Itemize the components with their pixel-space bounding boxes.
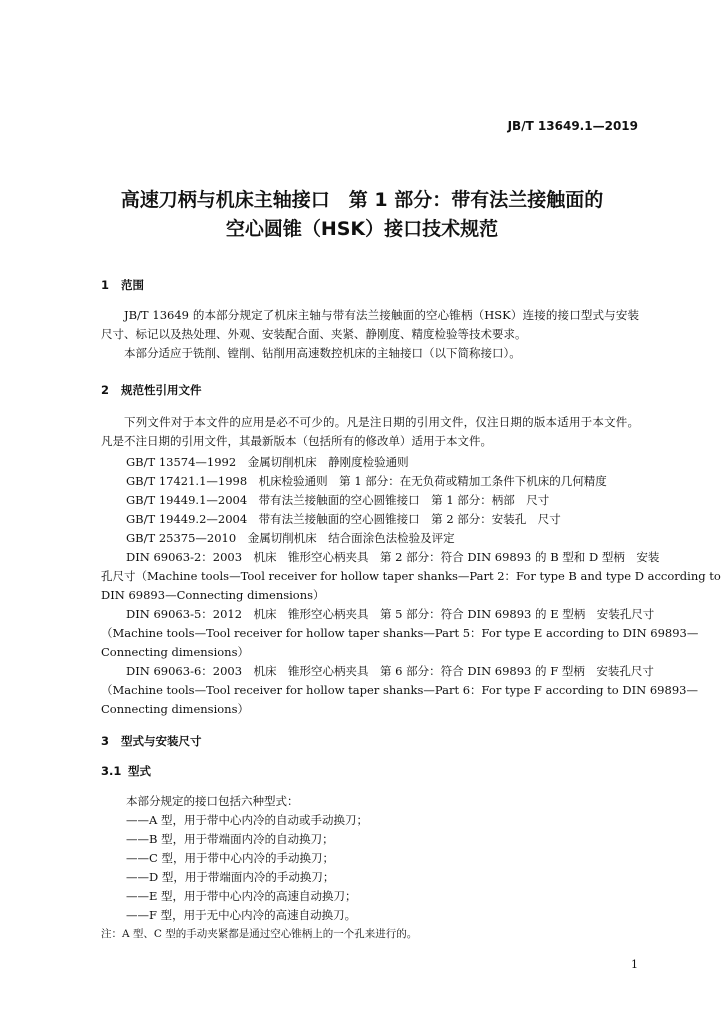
din-reference-1-line-3: DIN 69893—Connecting dimensions） [101, 588, 325, 602]
type-list-item: ——D 型，用于带端面内冷的手动换刀； [126, 870, 335, 884]
reference-item: GB/T 19449.2—2004 带有法兰接触面的空心圆锥接口 第 2 部分：安装孔 尺寸 [126, 512, 561, 526]
type-list-item: ——F 型，用于无中心内冷的高速自动换刀。 [126, 908, 357, 922]
din-reference-3-line-3: Connecting dimensions） [101, 702, 249, 716]
subsection-3-1-heading [101, 763, 151, 779]
type-list-item: ——E 型，用于带中心内冷的高速自动换刀； [126, 889, 357, 903]
section-title: 规范性引用文件 [121, 383, 202, 397]
type-list-item: ——C 型，用于带中心内冷的手动换刀； [126, 851, 334, 865]
document-code: JB/T 13649.1—2019 [507, 119, 638, 133]
din-reference-3-line-1: DIN 69063-6：2003 机床 锥形空心柄夹具 第 6 部分：符合 DIN 69893 的 F 型柄 安装孔尺寸 [126, 664, 654, 678]
din-reference-1-line-2: 孔尺寸（Machine tools—Tool receiver for hollow taper shanks—Part 2：For type B and type D according to [101, 569, 721, 583]
section-number: 1 [101, 278, 110, 292]
reference-item: GB/T 13574—1992 金属切削机床 静刚度检验通则 [126, 455, 409, 469]
subsection-number: 3.1 [101, 764, 122, 778]
title-line-1: 高速刀柄与机床主轴接口 第 1 部分：带有法兰接触面的 [120, 189, 604, 211]
subsection-title: 型式 [128, 764, 151, 778]
reference-item: GB/T 25375—2010 金属切削机床 结合面涂色法检验及评定 [126, 531, 455, 545]
page-number: 1 [631, 958, 638, 971]
din-reference-2-line-2: （Machine tools—Tool receiver for hollow taper shanks—Part 5：For type E according to DIN 69893— [101, 626, 699, 640]
section-1-heading [101, 277, 144, 293]
din-reference-2-line-1: DIN 69063-5：2012 机床 锥形空心柄夹具 第 5 部分：符合 DIN 69893 的 E 型柄 安装孔尺寸 [126, 607, 655, 621]
type-list-item: ——B 型，用于带端面内冷的自动换刀； [126, 832, 334, 846]
section-2-heading [101, 382, 202, 398]
reference-item: GB/T 19449.1—2004 带有法兰接触面的空心圆锥接口 第 1 部分：柄部 尺寸 [126, 493, 550, 507]
document-title [0, 186, 724, 244]
din-reference-2-line-3: Connecting dimensions） [101, 645, 249, 659]
note: 注：A 型、C 型的手动夹紧都是通过空心锥柄上的一个孔来进行的。 [101, 928, 418, 940]
section-1-paragraph-2: 本部分适应于铣削、镗削、钻削用高速数控机床的主轴接口（以下简称接口）。 [124, 346, 521, 360]
type-list-item: ——A 型，用于带中心内冷的自动或手动换刀； [126, 813, 368, 827]
section-title: 型式与安装尺寸 [121, 734, 202, 748]
section-1-paragraph-1: JB/T 13649 的本部分规定了机床主轴与带有法兰接触面的空心锥柄（HSK）连接的接口型式与安装尺寸、标记以及热处理、外观、安装配合面、夹紧、静刚度、精度检验等技术要求。 [101, 308, 639, 341]
section-title: 范围 [121, 278, 144, 292]
types-intro: 本部分规定的接口包括六种型式： [126, 794, 299, 808]
section-3-heading [101, 733, 202, 749]
din-reference-1-line-1: DIN 69063-2：2003 机床 锥形空心柄夹具 第 2 部分：符合 DIN 69893 的 B 型和 D 型柄 安装 [126, 550, 660, 564]
section-2-intro: 下列文件对于本文件的应用是必不可少的。凡是注日期的引用文件，仅注日期的版本适用于本文件。凡是不注日期的引用文件，其最新版本（包括所有的修改单）适用于本文件。 [101, 415, 639, 448]
reference-item: GB/T 17421.1—1998 机床检验通则 第 1 部分：在无负荷或精加工条件下机床的几何精度 [126, 474, 607, 488]
din-reference-3-line-2: （Machine tools—Tool receiver for hollow taper shanks—Part 6：For type F according to DIN 69893— [101, 683, 698, 697]
section-number: 3 [101, 734, 110, 748]
title-line-2: 空心圆锥（HSK）接口技术规范 [225, 218, 499, 240]
section-number: 2 [101, 383, 110, 397]
